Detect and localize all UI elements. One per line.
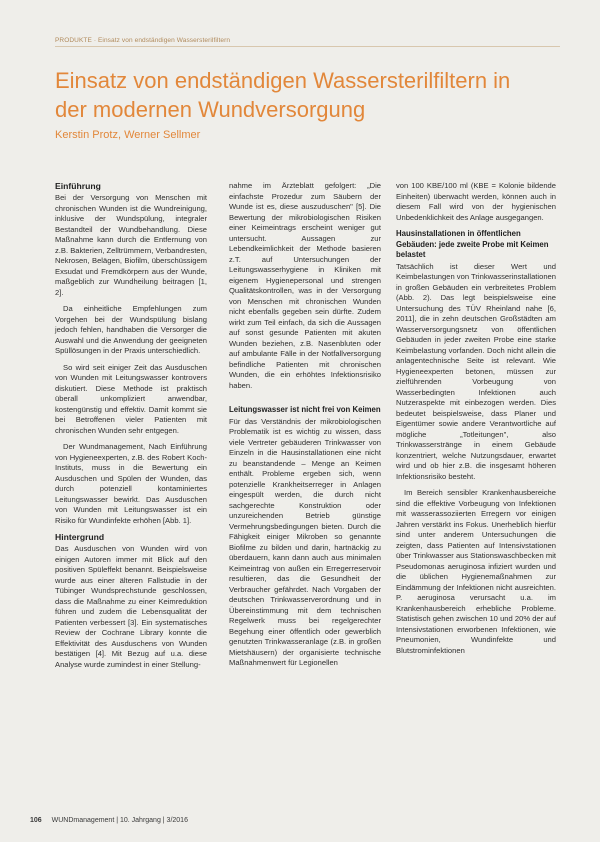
text-column-3: [396, 181, 556, 662]
heading-background: Hintergrund: [55, 532, 105, 542]
paragraph: Das Ausduschen von Wunden wird von einigen Autoren immer mit Blick auf den positiven Spüleffekt benannt. Beispielsweise wurde aus einer älteren Fallstudie in der Tübinger Wundsprechstunde geschlossen, dass die Maßnahme zu einer Keimreduktion führen und zudem die Lebensqualität der Patienten verbessert [3]. Ein systematisches Review der Cochrane Library konnte die Effektivität des Ausduschens von Wunden bestätigen [4]. Mit Bezug auf u.a. diese Analyse wurde zumindest in einer Stellung-: [55, 544, 207, 669]
heading-tap-water: Leitungswasser ist nicht frei von Keimen: [229, 405, 381, 414]
article-authors: Kerstin Protz, Werner Sellmer: [55, 129, 201, 141]
paragraph: Der Wundmanagement, Nach Einführung von Hygieneexperten, z.B. des Robert Koch-Instituts, muss in die Bewertung ein Ausduschen und Spülen der Wunden, das durch potenziell kontaminiertes Leitungswasser bewirkt. Das Ausduschen von Wunden mit Leitungswasser ist ein Risiko für Wundinfekte erhöhen [Abb. 1].: [55, 442, 207, 525]
page-number: 106: [30, 817, 42, 824]
paragraph: Für das Verständnis der mikrobiologischen Problematik ist es wichtig zu wissen, dass viele Vertreter gebäuderen Trinkwasser von Einzeln in die Hausinstallationen eine nicht zu beanstandende – Menge an Keimen enthält. Probleme ergeben sich, wenn potenzielle Krankheitserreger in Anlagen eingespült werden, die durch nicht sachgerechte Konstruktion oder unzureichenden Betrieb günstige Vermehrungsbedingungen bieten. Durch die Fähigkeit einiger Mikroben so genannte Biofilme zu bilden und darin, hartnäckig zu überdauern, kann dann auch aus minimalen Keimeintrag von außen ein Erregerreservoir resultieren, das die Gesundheit der Verbraucher gefährdet. Nach Vorgaben der deutschen Trinkwasserverordnung und in Übereinstimmung mit dem technischen Regelwerk muss bei regelgerechter Begehung einer öffentlich oder gewerblich genutzten Trinkwasseranlage (z.B. in großen Mietshäusern) der organisierte technische Maßnahmenwert für Legionellen: [229, 416, 381, 667]
kicker-rule: [55, 46, 560, 47]
paragraph: nahme im Ärzteblatt gefolgert: „Die einfachste Prozedur zum Säubern der Wunde ist es, diese auszuduschen" [5]. Die Bewertung der mikrobiologischen Risiken einer Keimeintrags erscheint weniger gut untersucht. Aussagen zur Lebendkeimlichkeit der Methode basieren z.T. auf Untersuchungen der Leitungswasserhygiene in Kliniken mit eigenem Hygienepersonal und strengen Qualitätskontrollen, was in der Versorgung von Menschen mit chronischen Wunden nicht ebenfalls gegeben sein dürfte. Zudem wirkt zum Teil einfach, da sich die Aussagen auf sonst gesunde Patienten mit akuten Wunden beziehen, z.B. Nasenbluten oder auf ambulante Fälle in der Notfallversorgung befindliche Patienten mit chronischen Wunden, die ein erhöhtes Infektionsrisiko haben.: [229, 181, 381, 390]
paragraph: Im Bereich sensibler Krankenhausbereiche sind die effektive Vorbeugung von Infektionen mit wasserassoziierten Erregern vor einigen Jahren verstärkt ins Fokus. Unerheblich hierfür sind unter anderem Untersuchungen die zeigten, dass Patienten auf Intensivstationen über Trinkwasser aus Stationswaschbecken mit Pseudomonas aeruginosa infiziert wurden und die üblichen Hygienemaßnahmen zur Eindämmung der Infektionen nicht ausreichten. P. aeruginosa verursacht u.a. im Krankenhausbereich erhebliche Probleme. Statistisch gehen zwischen 10 und 20% der auf Intensivstationen erworbenen Infektionen, wie Pneumonien, Wundinfekte und Blutstrominfektionen: [396, 488, 556, 655]
text-column-2: [229, 181, 381, 675]
heading-house-installations: Hausinstallationen in öffentlichen Gebäuden: jede zweite Probe mit Keimen belastet: [396, 229, 549, 259]
spacer: [229, 397, 381, 405]
paragraph: von 100 KBE/100 ml (KBE = Kolonie bildende Einheiten) überwacht werden, können auch in diesem Fall wird von der hygienischen Unbedenklichkeit des Anlage ausgegangen.: [396, 181, 556, 222]
text-column-1: [55, 181, 207, 676]
article-title: Einsatz von endständigen Wassersterilfiltern in der modernen Wundversorgung: [55, 68, 511, 122]
page-footer: [30, 817, 188, 824]
paragraph: Bei der Versorgung von Menschen mit chronischen Wunden ist die Wundreinigung, inklusive der Wundspülung, integraler Bestandteil der Wundbehandlung. Diese Maßnahme kann durch die Entfernung von z.B. Bakterien, Zelltrümmern, Verbandresten, Nekrosen, Belägen, Biofilm, überschüssigem Exsudat und Fremdkörpern aus der Wunde, maßgeblich zur Wundheilung beitragen [1, 2].: [55, 193, 207, 297]
paragraph: Tatsächlich ist dieser Wert und Keimbelastungen von Trinkwasserinstallationen in großen Gebäuden ein verbreitetes Problem (Abb. 2). Das legt beispielsweise eine Untersuchung des TÜV Rheinland nahe [6, 2011], die in zehn deutschen Großstädten am Wasserversorgungsnetz von öffentlichen Gebäuden in jeder zweiten Probe eine starke Keimbelastung vorfanden. Doch nicht allein die anlagentechnische Seite ist relevant. Wie Hygieneexperten betonen, müssen zur zielführenden Vorbeugung von Wasserbedingten Infektionen auch Nutzeraspekte mit einbezogen werden. Dies bedeutet beispielsweise, dass Planer und Eigentümer sowie andere Verantwortliche auf mögliche „Totleitungen", also Trinkwasserstränge in einem Gebäude konzentriert, welche Nutzungsdauer, erwartet wird und ob hier z.B. die insgesamt höheren Infektionsrisiko besteht.: [396, 261, 556, 481]
heading-introduction: Einführung: [55, 181, 101, 191]
journal-info: WUNDmanagement | 10. Jahrgang | 3/2016: [51, 817, 188, 824]
paragraph: So wird seit einiger Zeit das Ausduschen von Wunden mit Leitungswasser kontrovers diskutiert. Diese Methode ist praktisch überall unkompliziert anwendbar, kostengünstig und effektiv. Damit kommt sie bei Betroffenen vieler Patienten mit chronischen Wunden sehr entgegen.: [55, 362, 207, 435]
paragraph: Da einheitliche Empfehlungen zum Vorgehen bei der Wundspülung bislang jedoch fehlen, handhaben die Versorger die Auswahl und die Anwendung der geeigneten Spüllösungen in der Praxis unterschiedlich.: [55, 304, 207, 355]
section-kicker: PRODUKTE · Einsatz von endständigen Wassersterilfiltern: [55, 37, 231, 44]
